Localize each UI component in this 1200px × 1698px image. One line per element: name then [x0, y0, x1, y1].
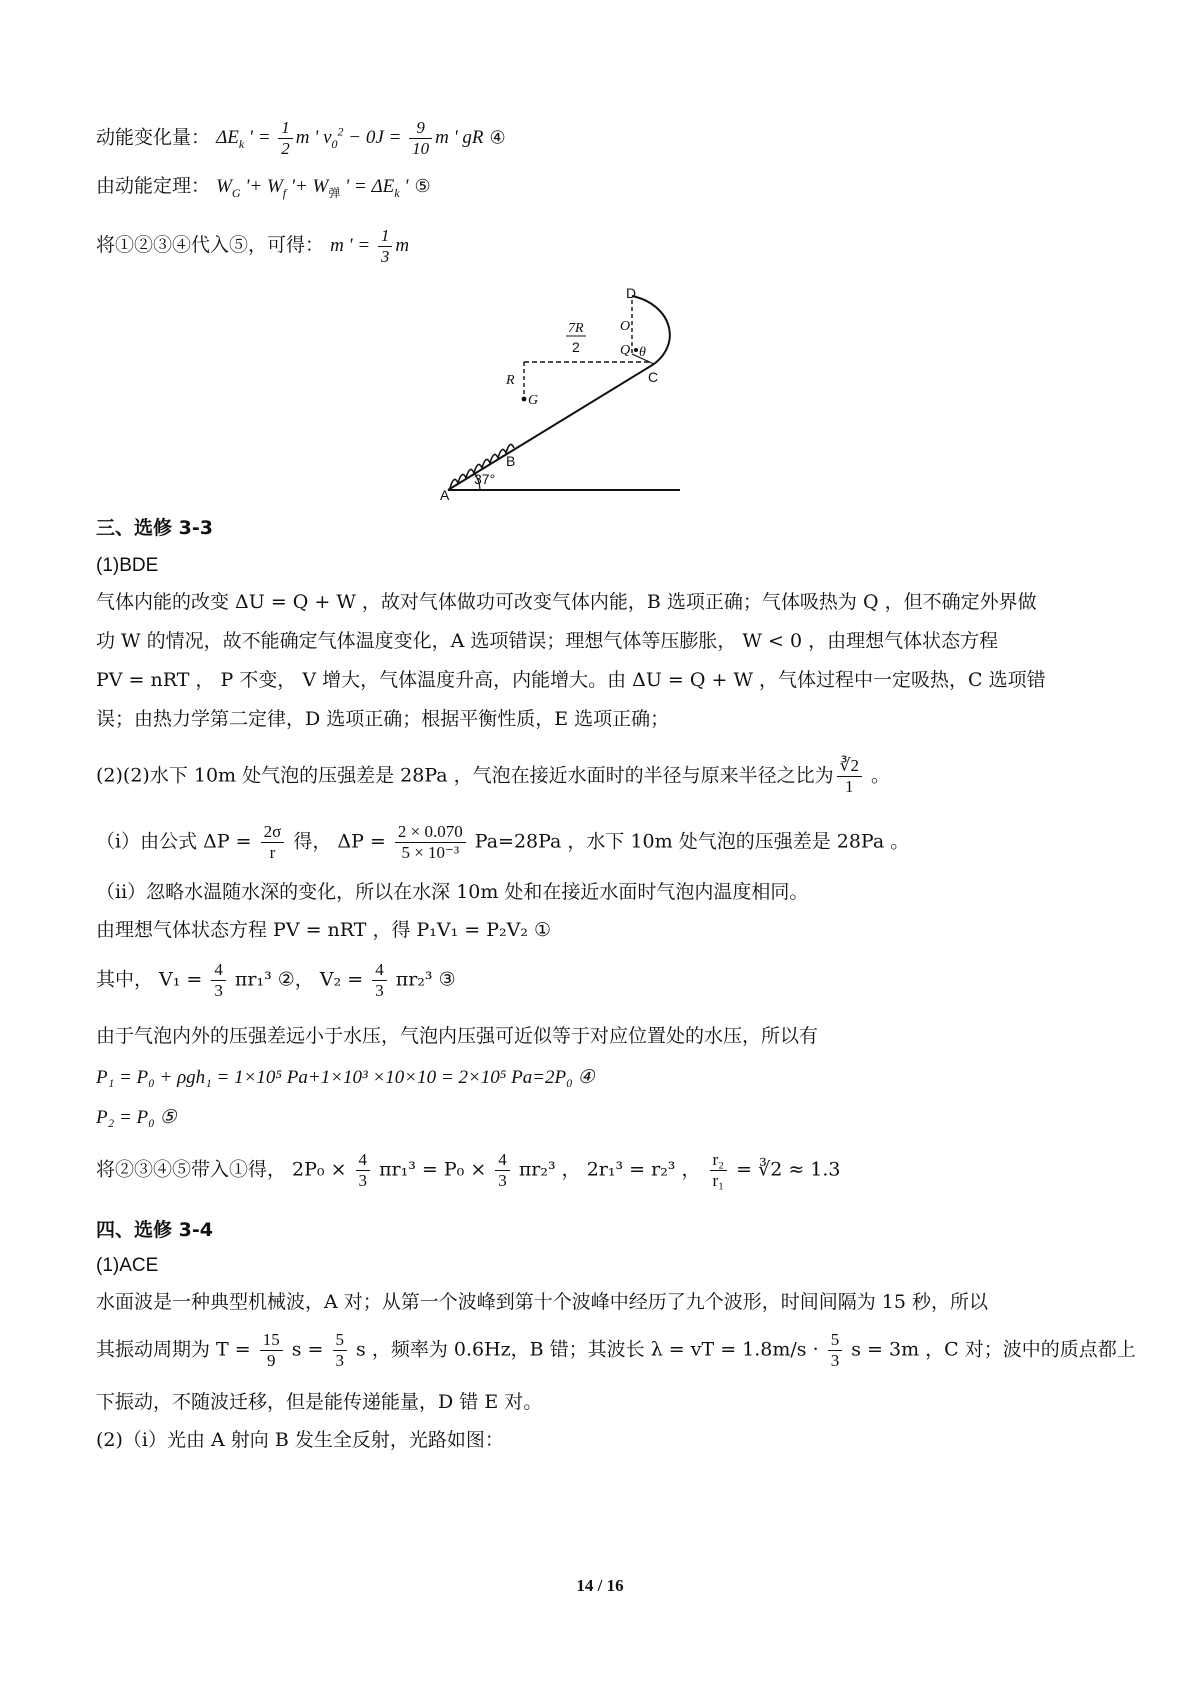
final-ratio-line: 将②③④⑤带入①得， 2P₀ × $\frac{4}{3}$ πr₁³ = P₀ × $\frac{4}{3}$ πr₂³ ， 2r₁³ = r₂³ ， $\frac{\text{r₂}}{\text{r₁}}$ = ∛2 ≈ 1.3	[96, 1150, 841, 1190]
paragraph-line: （ii）忽略水温随水深的变化，所以在水深 10m 处和在接近水面时气泡内温度相同。	[96, 881, 809, 903]
fraction: $\frac{15}{9}$	[260, 1330, 283, 1371]
answer-choices: (1)ACE	[96, 1255, 159, 1276]
page-number: 14 / 16	[576, 1576, 624, 1595]
section-heading-3-3: 三、选修 3-3	[96, 517, 213, 539]
incline-track-diagram	[440, 285, 690, 503]
fraction: $\frac{4}{3}$	[356, 1150, 371, 1191]
label-theta: θ	[639, 345, 646, 360]
point-g-dot	[522, 397, 527, 402]
label-r: R	[506, 373, 515, 388]
fraction: $\frac{∛2}{1}$	[837, 756, 862, 797]
volume-formula-line: 其中， V₁ = $\frac{4}{3}$ πr₁³ ②， V₂ = $\frac{4}{3}$ πr₂³ ③	[96, 960, 456, 1000]
substitution-result-line: 将①②③④代入⑤，可得： m ' = $\frac{1}{3}$ m	[96, 226, 410, 266]
paragraph-line: 下振动，不随波迁移，但是能传递能量，D 错 E 对。	[96, 1391, 543, 1413]
fraction: $\frac{9}{10}$	[409, 118, 432, 159]
answer-choices: (1)BDE	[96, 555, 159, 576]
pressure-difference-line: （i）由公式 ΔP = $\frac{2\sigma}{r}$ 得， ΔP = $\frac{2 \times 0.070}{\text{5 × 10⁻³}}$ Pa=28Pa ，水下 10m 处气泡的压强差是 28Pa 。	[96, 822, 910, 862]
paragraph-line: 水面波是一种典型机械波，A 对；从第一个波峰到第十个波峰中经历了九个波形，时间间隔为 15 秒，所以	[96, 1291, 989, 1313]
fraction: $\frac{4}{3}$	[211, 960, 226, 1001]
formula: $\Delta E_k$ ' = $\frac{1}{2}$ m ' $v_0^2 - 0J$ = $\frac{9}{10}$ m ' gR	[216, 118, 484, 159]
kinetic-energy-change-line: 动能变化量： $\Delta E_k$ ' = $\frac{1}{2}$ m ' $v_0^2 - 0J$ = $\frac{9}{10}$ m ' gR ④	[96, 118, 506, 159]
label-b: B	[506, 453, 516, 469]
part-2-conclusion-line: (2)(2)水下 10m 处气泡的压强差是 28Pa ，气泡在接近水面时的半径与原来半径之比为 $\frac{∛2}{1}$ 。	[96, 756, 891, 796]
pressure-p1-line: P₁ = P₀ + ρgh₁ = 1×10⁵ Pa+1×10³ ×10×10 = 2×10⁵ Pa=2P₀ ④	[96, 1067, 595, 1088]
label-7r-numerator: 7R	[568, 321, 584, 336]
label-angle: 37°	[474, 471, 496, 487]
fraction: $\frac{5}{3}$	[333, 1330, 348, 1371]
section-heading-3-4: 四、选修 3-4	[96, 1219, 213, 1241]
point-q-dot	[634, 348, 638, 352]
label-o: O	[620, 319, 631, 334]
fraction: $\frac{2 \times 0.070}{\text{5 × 10⁻³}}$	[395, 822, 466, 863]
fraction: $\frac{\text{r₂}}{\text{r₁}}$	[710, 1150, 728, 1191]
paragraph-line: PV = nRT ， P 不变， V 增大，气体温度升高，内能增大。由 ΔU = Q + W ，气体过程中一定吸热，C 选项错	[96, 669, 1046, 691]
paragraph-line: (2)（i）光由 A 射向 B 发生全反射，光路如图：	[96, 1429, 504, 1451]
fraction: $\frac{4}{3}$	[372, 960, 387, 1001]
formula: m ' = $\frac{1}{3}$ m	[330, 226, 410, 266]
paragraph-line: 气体内能的改变 ΔU = Q + W ，故对气体做功可改变气体内能，B 选项正确；气体吸热为 Q ，但不确定外界做	[96, 591, 1037, 613]
label-d: D	[626, 285, 637, 301]
circular-track	[632, 296, 670, 364]
formula: $W_G$ '+ $W_f$ '+ $W_弹$ ' = $\Delta E_k$ '	[216, 176, 409, 200]
fraction: $\frac{1}{2}$	[278, 118, 293, 159]
label-c: C	[648, 369, 659, 385]
period-wavelength-line: 其振动周期为 T = $\frac{15}{9}$ s = $\frac{5}{3}$ s ，频率为 0.6Hz，B 错；其波长 λ = vT = 1.8m/s · $\frac{5}{3}$ s = 3m ，C 对；波中的质点都上	[96, 1330, 1136, 1370]
paragraph-line: 误；由热力学第二定律，D 选项正确；根据平衡性质，E 选项正确；	[96, 708, 670, 730]
label-a: A	[440, 487, 450, 503]
label-7r-denominator: 2	[572, 339, 580, 355]
work-energy-theorem-line: 由动能定理： $W_G$ '+ $W_f$ '+ $W_弹$ ' = $\Delta E_k$ ' ⑤	[96, 175, 431, 200]
paragraph-line: 由理想气体状态方程 PV = nRT ，得 P₁V₁ = P₂V₂ ①	[96, 919, 552, 941]
label-g: G	[528, 393, 539, 408]
fraction: $\frac{1}{3}$	[378, 226, 393, 267]
paragraph-line: 功 W 的情况，故不能确定气体温度变化，A 选项错误；理想气体等压膨胀， W < 0 ，由理想气体状态方程	[96, 630, 999, 652]
fraction: $\frac{4}{3}$	[495, 1150, 510, 1191]
fraction: $\frac{5}{3}$	[828, 1330, 843, 1371]
paragraph-line: 由于气泡内外的压强差远小于水压，气泡内压强可近似等于对应位置处的水压，所以有	[96, 1025, 819, 1047]
pressure-p2-line: P₂ = P₀ ⑤	[96, 1107, 177, 1128]
label-q: Q	[620, 343, 631, 358]
fraction: $\frac{2\sigma}{r}$	[261, 822, 285, 863]
